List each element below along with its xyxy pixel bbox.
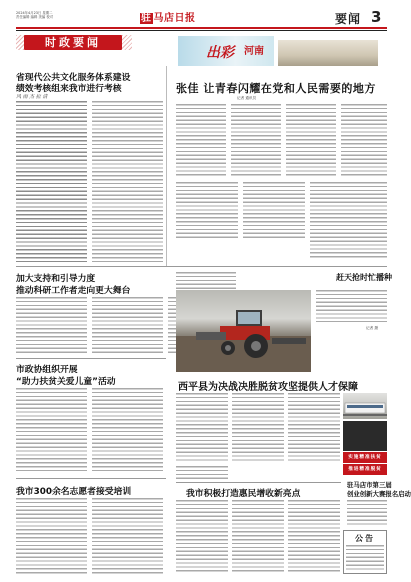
article-3-body-col2 [92,297,163,355]
column-divider [166,66,167,266]
section-divider-3 [176,482,341,483]
article-2-body-col2 [231,104,281,176]
newspaper-brand [140,9,196,24]
article-6-body-col2 [232,393,284,461]
notice-body [346,545,384,571]
article-6-headline: 西平县为决战决胜脱贫攻坚提供人才保障 [178,382,358,393]
article-2-body-col6 [243,182,305,240]
promo-banner-dark [343,421,387,451]
article-1-headline-1: 省现代公共文化服务体系建设 [16,73,131,83]
photo-caption-credit: 记者 摄 [366,326,378,330]
article-1-byline: 风 雨 杰 拉 清 [16,94,48,100]
article-9-body [347,500,387,526]
promo-line-2: 推进精准脱贫 [343,464,387,475]
article-8-body-col2 [92,498,163,574]
article-2-body-col7 [310,182,387,258]
notice-title: 公告 [355,533,375,543]
article-2-body-col3 [286,104,336,176]
article-3-body-col1 [16,297,87,355]
article-2-byline: 记者 通讯员 [237,96,257,100]
article-7-body-col2 [232,500,284,572]
date-line [16,11,106,19]
article-4-headline: 赶天抢时忙播种 [336,273,392,282]
column-tag: 时政要闻 [24,35,122,50]
article-1-body-col1 [16,101,87,263]
article-2-body-col1 [176,104,226,176]
article-7-body-col1 [176,500,228,572]
header-rule-red [16,27,387,29]
date-text: 2024年4月23日 星期二 [16,11,53,15]
banner-text-left: 出彩 [206,45,234,61]
tractor-illustration [176,290,311,372]
article-9-headline-1: 驻马店市第三届 [347,481,392,489]
photo-caption-text [316,290,387,322]
promo-line-1: 实施精准扶贫 [343,452,387,463]
article-6-body-col4 [176,466,228,480]
article-5-body-col1 [16,388,87,472]
train-illustration [343,393,387,419]
article-2-headline: 张佳 让青春闪耀在党和人民需要的地方 [176,82,376,95]
header-rule-black [16,30,387,31]
section-name: 要闻 [335,12,362,26]
editor-text: 责任编辑 编辑 美编 校对 [16,15,54,19]
article-7-body-col3 [288,500,340,572]
section-divider-2 [16,358,166,359]
article-3-headline-1: 加大支持和引导力度 [16,274,96,284]
article-5-body-col2 [92,388,163,472]
brand-mark: 驻 [141,13,152,24]
banner-text-right: 河南 [244,46,264,57]
article-3-headline-2: 推动科研工作者走向更大舞台 [16,286,131,296]
article-8-headline: 我市300余名志愿者接受培训 [16,487,132,497]
tractor-photo [176,290,311,372]
section-divider-1 [16,266,387,267]
article-5-headline-2: “助力扶贫关爱儿童”活动 [16,377,116,387]
article-8-body-col1 [16,498,87,574]
train-photo [343,393,387,419]
article-5-headline-1: 市政协组织开展 [16,365,78,375]
brand-name: 马店日报 [153,13,196,24]
banner-building-image [278,40,378,66]
page-number: 3 [371,8,382,26]
article-7-headline: 我市积极打造惠民增收新亮点 [186,489,301,499]
article-6-body-col3 [288,393,340,461]
article-2-body-col4 [341,104,387,176]
section-divider-4 [16,478,166,479]
article-6-body-col1 [176,393,228,461]
article-1-headline-2: 绩效考核组来我市进行考核 [16,84,122,94]
article-2-body-col5 [176,182,238,240]
article-1-body-col2 [92,101,163,263]
article-9-headline-2: 创业创新大赛报名启动 [347,490,411,498]
